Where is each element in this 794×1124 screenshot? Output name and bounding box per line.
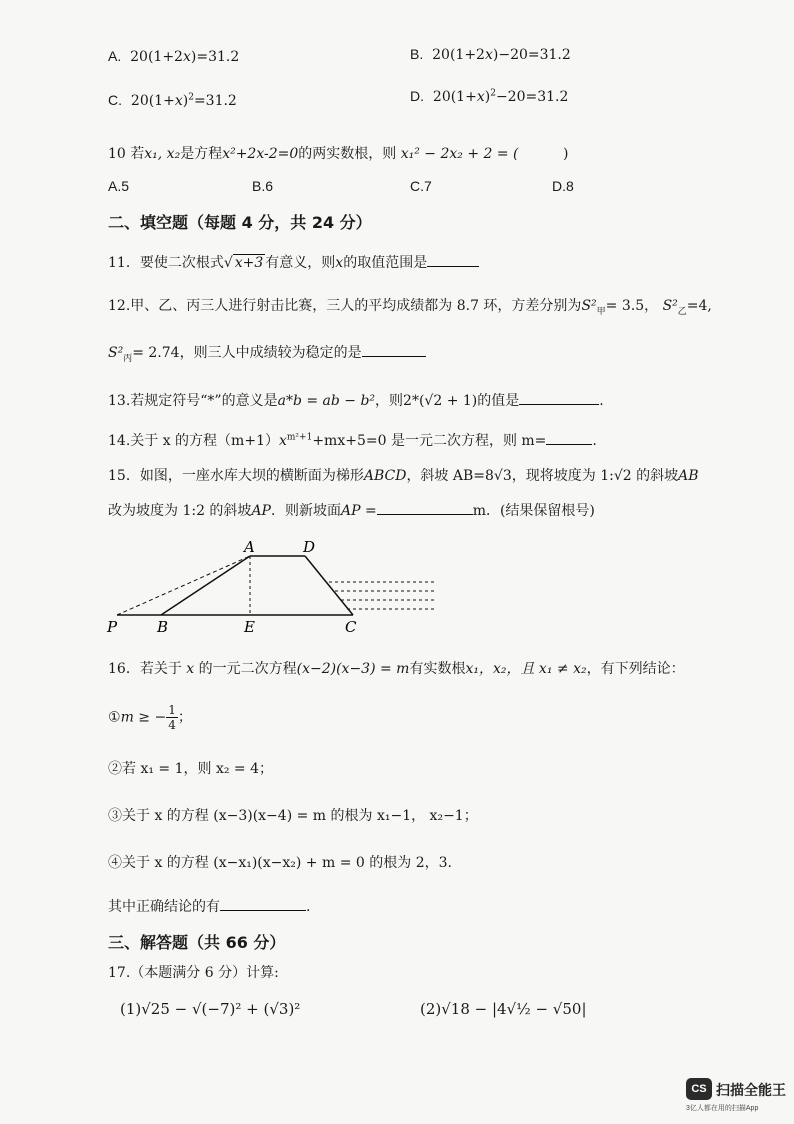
section-3-heading: 三、解答题（共 66 分） (108, 933, 286, 952)
q9-option-a: A. 20(1+2x)=31.2 (108, 48, 240, 65)
q16-answer-blank[interactable] (220, 898, 306, 911)
q12-line1: 12.甲、乙、丙三人进行射击比赛，三人的平均成绩都为 8.7 环，方差分别为$S^2_甲= 3.5$， $S^2_乙=4$, (108, 298, 712, 317)
q9-option-b: B. 20(1+2x)−20=31.2 (410, 46, 571, 63)
q9-option-d: D. $20(1+x)^2-20=31.2$ (410, 88, 569, 105)
q14: 14.关于 x 的方程$(m+1)x^{m^2+1}+mx+5=0$ 是一元二次方程，则 m= . (108, 432, 597, 449)
label-c: C (345, 618, 357, 636)
q16-stem: 16．若关于 x 的一元二次方程(x−2)(x−3) = m有实数根x₁，x₂，且 x₁ ≠ x₂，有下列结论： (108, 661, 685, 677)
q11-answer-blank[interactable] (427, 254, 479, 267)
camscanner-logo: CS (686, 1078, 712, 1100)
label-p: P (107, 618, 118, 636)
q10-option-d: D.8 (552, 178, 574, 194)
q16-conclusion-1: ①m ≥ − $\frac{1}{4}$ ； (108, 703, 192, 732)
q10-option-a: A.5 (108, 178, 130, 194)
q15-answer-blank[interactable] (377, 502, 473, 515)
q11: 11．要使二次根式√ x+3 有意义，则x的取值范围是 (108, 252, 479, 272)
brand-name: 扫描全能王 (716, 1082, 786, 1098)
q16-final: 其中正确结论的有 . (108, 899, 311, 915)
q16-conclusion-3: ③关于 x 的方程 (x−3)(x−4) = m 的根为 x₁−1， x₂−1； (108, 808, 478, 824)
q13-answer-blank[interactable] (519, 392, 599, 405)
label-e: E (244, 618, 255, 636)
q15-line1: 15．如图，一座水库大坝的横断面为梯形ABCD，斜坡 AB=8√3，现将坡度为 1:√2 的斜坡AB (108, 468, 699, 484)
q14-answer-blank[interactable] (546, 432, 592, 445)
q12-line2: $S^2_丙= 2.74$，则三人中成绩较为稳定的是 (108, 342, 426, 364)
q17-part-2: (2)√18 − |4√½ − √50| (420, 1000, 587, 1018)
q10-option-c: C.7 (410, 178, 432, 194)
q10-stem: 10 若x₁, x₂是方程x²+2x-2=0的两实数根，则 x₁² − 2x₂ + 2 = ( ) (108, 146, 569, 162)
q17-part-1: (1)√25 − √(−7)² + (√3)² (120, 1000, 301, 1018)
label-d: D (303, 538, 316, 556)
q15-line2: 改为坡度为 1:2 的斜坡AP．则新坡面AP = m．(结果保留根号) (108, 503, 595, 519)
slope-dc (305, 556, 353, 615)
q10-option-b: B.6 (252, 178, 274, 194)
q12-answer-blank[interactable] (362, 344, 426, 357)
q16-conclusion-4: ④关于 x 的方程 (x−x₁)(x−x₂) + m = 0 的根为 2，3. (108, 855, 452, 871)
slope-ab (161, 556, 250, 615)
q9-option-c: C. $20(1+x)^2=31.2$ (108, 92, 237, 109)
label-a: A (244, 538, 255, 556)
dam-cross-section-diagram (105, 538, 445, 638)
q16-conclusion-2: ②若 x₁ = 1，则 x₂ = 4； (108, 761, 273, 777)
brand-tagline: 3亿人都在用的扫描App (686, 1105, 759, 1112)
q13: 13.若规定符号“*”的意义是a*b = ab − b²，则2*(√2 + 1)的值是 . (108, 393, 604, 409)
q17-heading: 17.（本题满分 6 分）计算: (108, 965, 279, 981)
slope-ap-dashed (117, 556, 250, 615)
label-b: B (157, 618, 169, 636)
section-2-heading: 二、填空题（每题 4 分，共 24 分） (108, 213, 372, 232)
